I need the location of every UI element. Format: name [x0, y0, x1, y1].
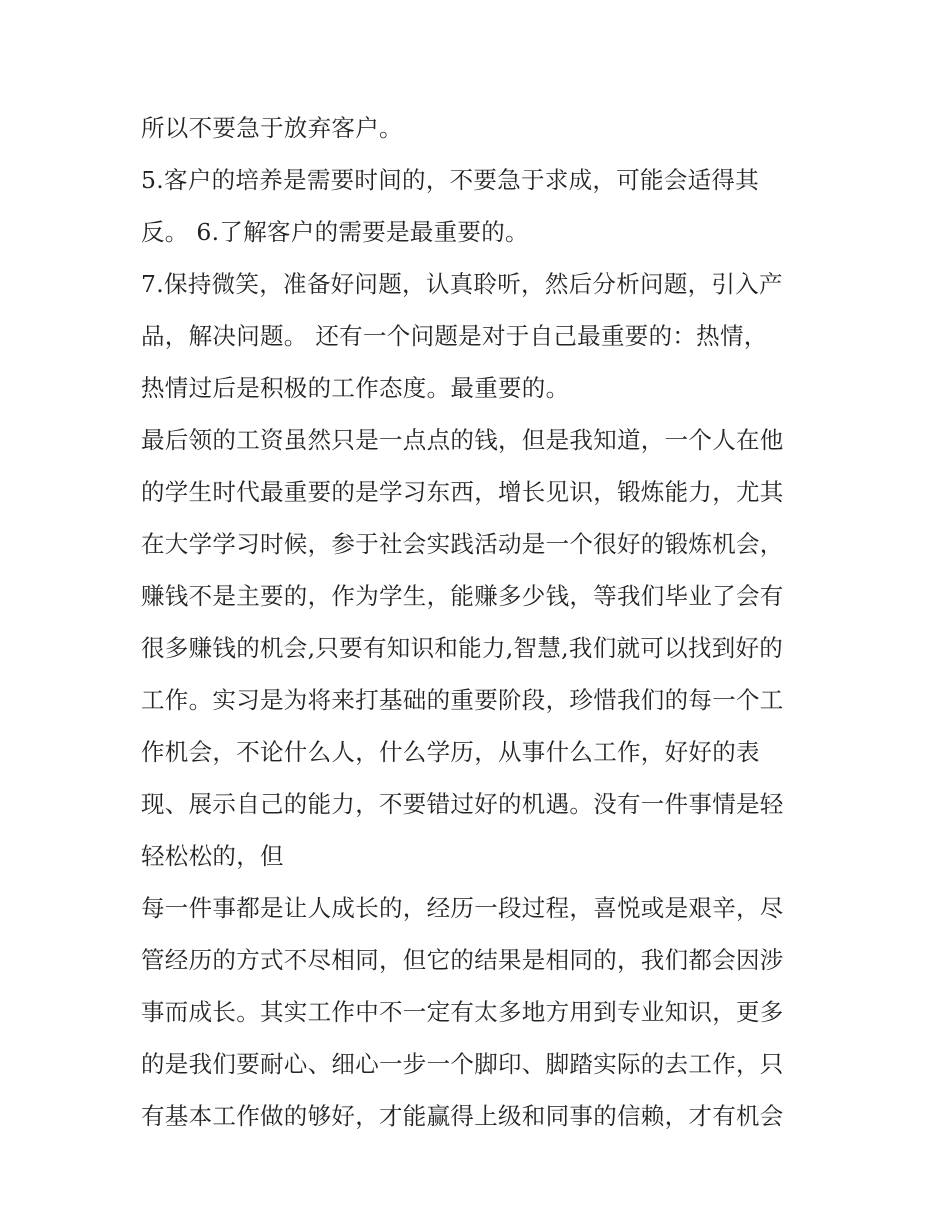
text-line: 5.客户的培养是需要时间的，不要急于求成，可能会适得其 [141, 166, 760, 194]
text-line: 的是我们要耐心、细心一步一个脚印、脚踏实际的去工作，只 [141, 1050, 784, 1078]
text-line: 轻松松的，但 [141, 842, 284, 870]
text-line: 赚钱不是主要的，作为学生，能赚多少钱，等我们毕业了会有 [141, 582, 784, 610]
text-line: 有基本工作做的够好，才能赢得上级和同事的信赖，才有机会 [141, 1102, 784, 1130]
text-line: 品，解决问题。 还有一个问题是对于自己最重要的：热情， [141, 322, 768, 350]
text-line: 每一件事都是让人成长的，经历一段过程，喜悦或是艰辛，尽 [141, 894, 784, 922]
text-line: 工作。实习是为将来打基础的重要阶段，珍惜我们的每一个工 [141, 686, 784, 714]
text-line: 很多赚钱的机会,只要有知识和能力,智慧,我们就可以找到好的 [141, 634, 784, 662]
text-line: 的学生时代最重要的是学习东西，增长见识，锻炼能力，尤其 [141, 478, 784, 506]
text-line: 现、展示自己的能力，不要错过好的机遇。没有一件事情是轻 [141, 790, 784, 818]
text-line: 7.保持微笑，准备好问题，认真聆听，然后分析问题，引入产 [141, 270, 783, 298]
text-line: 管经历的方式不尽相同，但它的结果是相同的，我们都会因涉 [141, 946, 784, 974]
text-line: 在大学学习时候，参于社会实践活动是一个很好的锻炼机会， [141, 530, 784, 558]
text-line: 反。 6.了解客户的需要是最重要的。 [141, 218, 529, 246]
text-line: 事而成长。其实工作中不一定有太多地方用到专业知识，更多 [141, 998, 784, 1026]
text-line: 所以不要急于放弃客户。 [141, 114, 403, 142]
text-line: 热情过后是积极的工作态度。最重要的。 [141, 374, 570, 402]
text-line: 最后领的工资虽然只是一点点的钱，但是我知道，一个人在他 [141, 426, 784, 454]
text-line: 作机会，不论什么人，什么学历，从事什么工作，好好的表 [141, 738, 760, 766]
